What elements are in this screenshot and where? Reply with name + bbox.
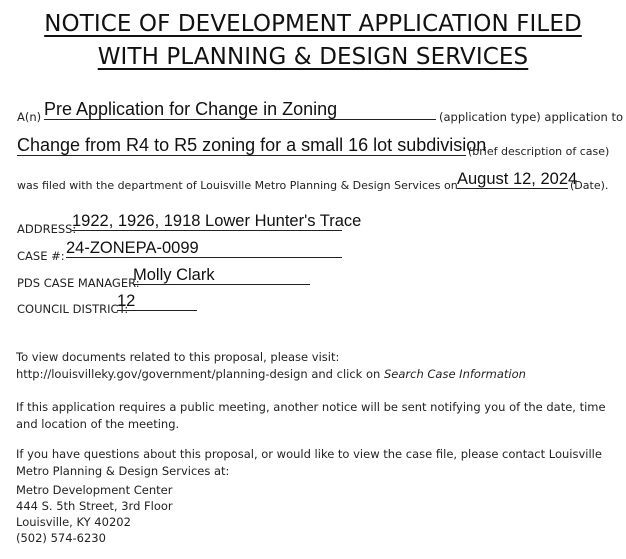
search-case-information-link[interactable]: Search Case Information xyxy=(383,367,526,381)
application-type-value: Pre Application for Change in Zoning xyxy=(44,99,436,120)
documents-and-click-text: and click on xyxy=(311,367,381,381)
page-title-line-1: NOTICE OF DEVELOPMENT APPLICATION FILED xyxy=(44,11,582,37)
case-manager-value: Molly Clark xyxy=(133,266,310,285)
public-meeting-paragraph: If this application requires a public meeting, another notice will be sent notifying you of the date, time and location of the meeting. xyxy=(16,400,606,431)
contact-phone[interactable]: (502) 574-6230 xyxy=(16,531,106,545)
case-description-suffix: (brief description of case) xyxy=(468,145,610,158)
documents-instructions xyxy=(16,366,616,383)
case-manager-label: PDS CASE MANAGER: xyxy=(17,276,140,290)
council-district-label: COUNCIL DISTRICT: xyxy=(17,302,129,316)
case-number-label: CASE #: xyxy=(17,249,65,263)
filed-date-value: August 12, 2024 xyxy=(457,170,578,188)
case-number-value: 24-ZONEPA-0099 xyxy=(66,239,342,258)
address-label: ADDRESS: xyxy=(17,222,77,236)
contact-name: Metro Development Center xyxy=(16,483,173,497)
case-description-value: Change from R4 to R5 zoning for a small 16 lot subdivision xyxy=(17,135,487,155)
council-district-value: 12 xyxy=(117,292,197,311)
contact-address-block xyxy=(16,482,616,546)
contact-city: Louisville, KY 40202 xyxy=(16,515,131,529)
documents-intro: To view documents related to this proposal, please visit: xyxy=(16,350,340,364)
contact-street: 444 S. 5th Street, 3rd Floor xyxy=(16,499,173,513)
filed-with-text: was filed with the department of Louisville Metro Planning & Design Services on xyxy=(17,179,458,192)
documents-url-link[interactable]: http://louisvilleky.gov/government/planning-design xyxy=(16,367,308,381)
filed-date-suffix: (Date). xyxy=(570,179,609,192)
contact-paragraph: If you have questions about this proposal, or would like to view the case file, please contact Louisville Metro Planning & Design Services at: xyxy=(16,447,602,478)
application-type-suffix: (application type) application to xyxy=(439,110,624,124)
address-value: 1922, 1926, 1918 Lower Hunter's Trace xyxy=(72,212,362,230)
page-title-line-2: WITH PLANNING & DESIGN SERVICES xyxy=(97,44,529,70)
documents-paragraph xyxy=(16,349,616,383)
application-prefix-label: A(n) xyxy=(17,110,42,124)
